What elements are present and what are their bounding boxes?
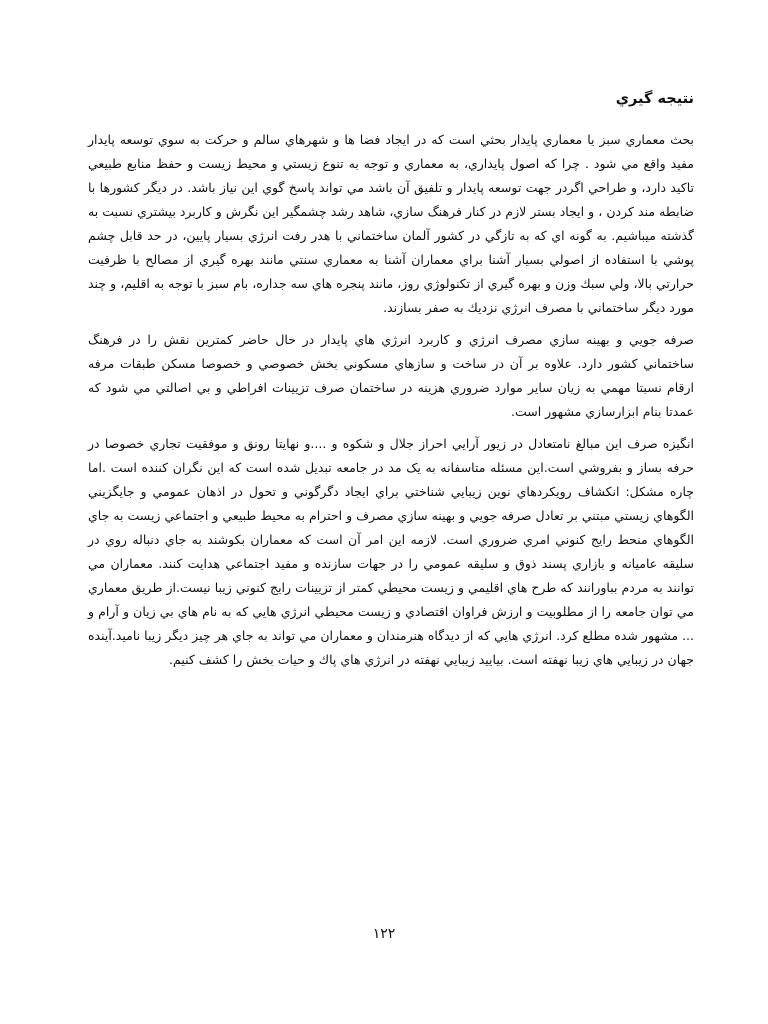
section-heading: نتيجه گيري (615, 91, 694, 107)
paragraph-2: صرفه جويي و بهينه سازي مصرف انرژي و كاربرد انرژي هاي پايدار در حال حاضر كمترين نقش را در فرهنگ ساختماني كشور دارد. علاوه بر آن در ساخت و سازهاي مسكوني بخش خصوصي و خصوصا مسكن طبقات مرفه ارقام نسبتا مهمي به زيان ساير موارد ضروري هزينه در ساختمان صرف تزيينات افراطي و بي اصالتي مي شود كه عمدتا بنام ابزارسازي مشهور است. (88, 332, 694, 419)
document-page (88, 82, 694, 680)
paragraph-1: بحث معماري سبز يا معماري پايدار بحثي است كه در ايجاد فضا ها و شهرهاي سالم و حركت به سوي توسعه پايدار مفيد واقع مي شود . چرا كه اصول پايداري، به معماري و توجه به تنوع زيستي و محيط زيست و حفظ منابع طبيعي تاكيد دارد، و طراحي اگردر جهت توسعه پايدار و تلفيق آن باشد مي تواند پاسخ گوي اين نياز باشد. در ديگر كشورها با ضابطه مند كردن ، و ايجاد بستر لازم در كنار فرهنگ سازي، شاهد رشد چشمگير اين نگرش و كاربرد بيشتري نسبت به گذشته ميباشيم. به گونه اي كه به تازگي در كشور آلمان ساختماني با هدر رفت انرژي بسيار پايين، در حد قابل چشم پوشي با استفاده از اصولي بسيار آشنا براي معماران آشنا به معماري سنتي مانند بهره گيري از مصالح با ظرفيت حرارتي بالا، ولي سبك وزن و بهره گيري از تكنولوژي روز، مانند پنجره هاي سه جداره، بام سبز با توجه به اقليم، و چند مورد ديگر ساختماني با مصرف انرژي نزديك به صفر بسازند. (88, 132, 694, 315)
page-number: ١٢٢ (372, 926, 396, 942)
paragraph-3: انگيزه صرف اين مبالغ نامتعادل در زيور آرايي احراز جلال و شكوه و ....و نهايتا رونق و موفقيت تجاري خصوصا در حرفه بساز و بفروشي است.اين مسئله متاسفانه به يک مد در جامعه تبديل شده است كه اين نگران كننده است .اما چاره مشكل: انكشاف رويكردهاي نوين زيبايي شناختي براي ايجاد دگرگوني و تحول در اذهان عمومي و جايگزيني الگوهاي زيستي مبتني بر تعادل صرفه جويي و بهينه سازي مصرف و احترام به محيط طبيعي و اجتماعي زيست به جاي الگوهاي منحط رايج كنوني امري ضروري است. لازمه اين امر آن است كه معماران بكوشند به جاي دنباله روي در سليقه عاميانه و بازاري پسند ذوق و سليقه عمومي را در جهات سازنده و مفيد اجتماعي هدايت كنند. معماران مي توانند به مردم بباورانند كه طرح هاي اقليمي و زيست محيطي كمتر از تزيينات رايج كنوني زيبا نيست.از طريق معماري مي توان جامعه را از مطلوبيت و ارزش فراوان اقتصادي و زيست محيطي انرژي هايي كه به نام هاي بي زيان و آرام و ... مشهور شده مطلع كرد. انرژي هايي كه از ديدگاه هنرمندان و معماران مي تواند به جاي هر چيز ديگر زيبا ناميد.آينده جهان در زيبايي هاي زيبا نهفته است. بياييد زيبايي نهفته در انرژي هاي پاك و حيات بخش را كشف كنيم. (88, 436, 694, 667)
